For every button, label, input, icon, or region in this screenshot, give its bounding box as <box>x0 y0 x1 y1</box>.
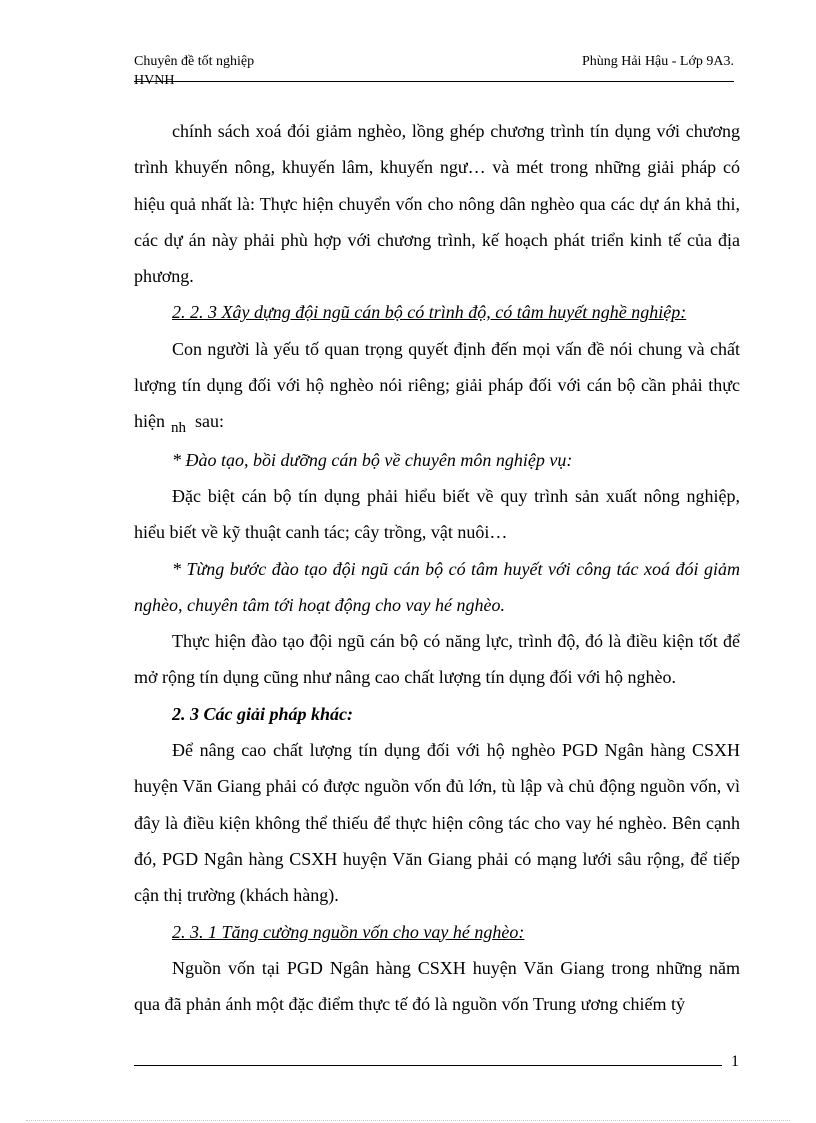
page-number: 1 <box>731 1053 739 1070</box>
bullet-2: * Từng bước đào tạo đội ngũ cán bộ có tâm huyết với công tác xoá đói giảm nghèo, chuyên tâm tới hoạt động cho vay hé nghèo. <box>134 558 740 615</box>
paragraph-2-subscript: nh <box>171 420 186 437</box>
paragraph-2-main: Con người là yếu tố quan trọng quyết định đến mọi vấn đề nói chung và chất lượng tín dụng đối với hộ nghèo nói riêng; giải pháp đối với cán bộ cần phải thực hiện <box>134 338 740 432</box>
paragraph-2 <box>134 331 740 442</box>
heading-2-3-1 <box>134 914 740 950</box>
page-edge-dotted-line <box>26 1120 790 1121</box>
paragraph-5: Để nâng cao chất lượng tín dụng đối với hộ nghèo PGD Ngân hàng CSXH huyện Văn Giang phải có được nguồn vốn đủ lớn, tù lập và chủ động nguồn vốn, vì đây là điều kiện không thể thiếu để thực hiện công tác cho vay hé nghèo. Bên cạnh đó, PGD Ngân hàng CSXH huyện Văn Giang phải có mạng lưới sâu rộng, để tiếp cận thị trường (khách hàng). <box>134 740 740 906</box>
paragraph-6: Nguồn vốn tại PGD Ngân hàng CSXH huyện Văn Giang trong những năm qua đã phản ánh một đặc điểm thực tế đó là nguồn vốn Trung ương chiếm tỷ <box>134 957 740 1015</box>
header-right: Phùng Hải Hậu - Lớp 9A3. <box>581 54 734 69</box>
header-left: Chuyên đề tốt nghiệp <box>134 54 255 69</box>
paragraph-3: Đặc biệt cán bộ tín dụng phải hiểu biết về quy trình sản xuất nông nghiệp, hiểu biết về kỹ thuật canh tác; cây trồng, vật nuôi… <box>134 485 740 543</box>
heading-2-2-3-text: 2. 2. 3 Xây dựng đội ngũ cán bộ có trình độ, có tâm huyết nghề nghiệp: <box>172 302 687 323</box>
heading-2-3-1-text: 2. 3. 1 Tăng cường nguồn vốn cho vay hé nghèo: <box>172 921 525 942</box>
heading-2-3: 2. 3 Các giải pháp khác: <box>172 703 354 724</box>
header-left-line2: HVNH <box>134 73 175 88</box>
heading-2-2-3 <box>134 294 740 330</box>
bullet-1: * Đào tạo, bồi dưỡng cán bộ về chuyên môn nghiệp vụ: <box>172 449 573 470</box>
page-body <box>134 113 740 1022</box>
paragraph-2-end: sau: <box>195 411 224 432</box>
paragraph-4: Thực hiện đào tạo đội ngũ cán bộ có năng lực, trình độ, đó là điều kiện tốt để mở rộng tín dụng cũng như nâng cao chất lượng tín dụng đối với hộ nghèo. <box>134 631 740 688</box>
paragraph-1: chính sách xoá đói giảm nghèo, lồng ghép chương trình tín dụng với chương trình khuyến nông, khuyến lâm, khuyến ngư… và mét trong những giải pháp có hiệu quả nhất là: Thực hiện chuyển vốn cho nông dân nghèo qua các dự án khả thi, các dự án này phải phù hợp với chương trình, kế hoạch phát triển kinh tế của địa phương. <box>134 121 740 287</box>
header-rule <box>134 81 734 82</box>
footer-rule <box>134 1065 722 1066</box>
